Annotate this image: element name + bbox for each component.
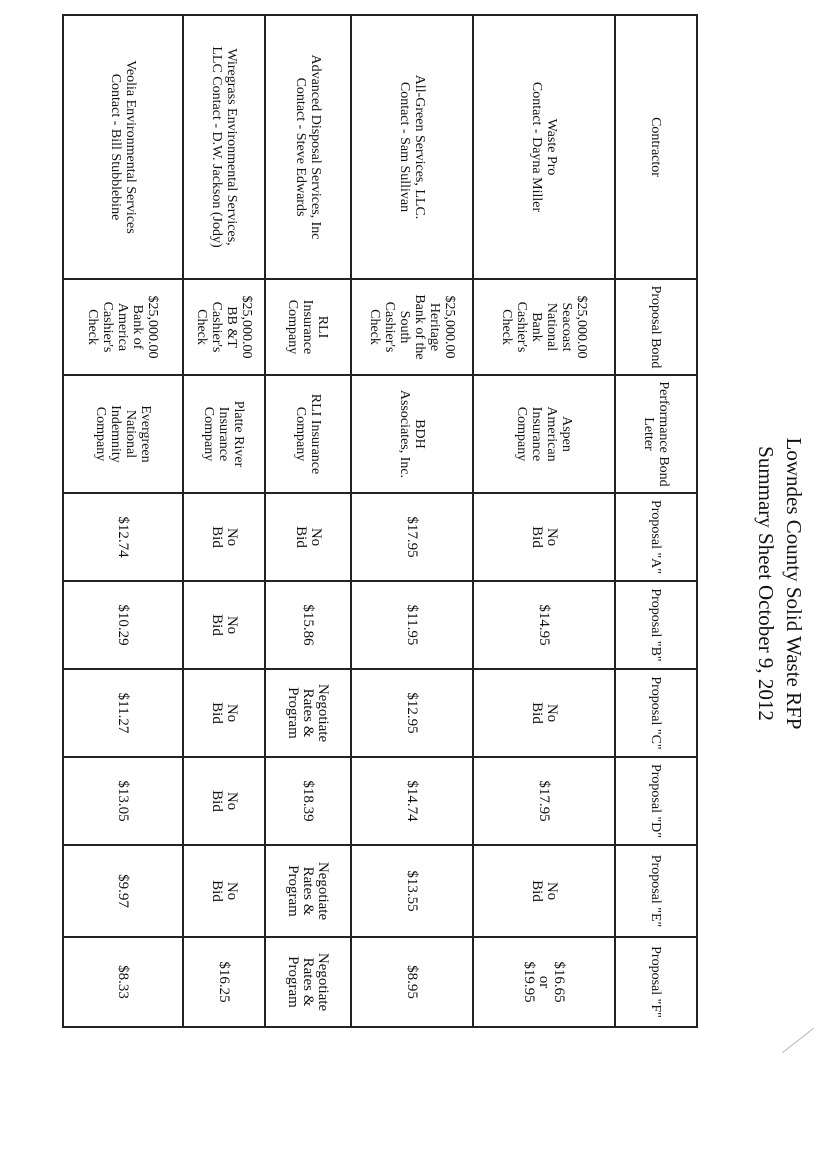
header-row	[615, 15, 697, 1027]
proposal-d-cell: $17.95	[473, 757, 615, 845]
document-title	[752, 0, 808, 1167]
table-row	[265, 15, 351, 1027]
column-header-proposal-b: Proposal "B"	[615, 581, 697, 669]
proposal-d-cell: $18.39	[265, 757, 351, 845]
proposal-c-cell: $11.27	[63, 669, 183, 757]
title-line-1: Lowndes County Solid Waste RFP	[782, 437, 806, 730]
proposal-e-cell: Negotiate Rates & Program	[265, 845, 351, 937]
column-header-performance-bond: Performance Bond Letter	[615, 375, 697, 493]
column-header-proposal-f: Proposal "F"	[615, 937, 697, 1027]
proposal-a-cell: No Bid	[473, 493, 615, 581]
proposal-c-cell: No Bid	[473, 669, 615, 757]
proposal-c-cell: Negotiate Rates & Program	[265, 669, 351, 757]
table-row	[183, 15, 265, 1027]
proposal-c-cell: $12.95	[351, 669, 473, 757]
column-header-proposal-bond: Proposal Bond	[615, 279, 697, 375]
contractor-cell: All-Green Services, LLC. Contact - Sam Sullivan	[351, 15, 473, 279]
proposal-a-cell: No Bid	[183, 493, 265, 581]
proposal-a-cell: $17.95	[351, 493, 473, 581]
proposal-d-cell: $13.05	[63, 757, 183, 845]
proposal-f-cell: $8.95	[351, 937, 473, 1027]
proposal-e-cell: $9.97	[63, 845, 183, 937]
proposal-b-cell: $10.29	[63, 581, 183, 669]
proposal-e-cell: $13.55	[351, 845, 473, 937]
column-header-proposal-c: Proposal "C"	[615, 669, 697, 757]
proposal-d-cell: No Bid	[183, 757, 265, 845]
proposal-b-cell: No Bid	[183, 581, 265, 669]
performance-bond-cell: Platte River Insurance Company	[183, 375, 265, 493]
proposal-bond-cell: $25,000.00 Heritage Bank of the South Cashier's Check	[351, 279, 473, 375]
proposal-f-cell: $16.65 or $19.95	[473, 937, 615, 1027]
proposal-f-cell: Negotiate Rates & Program	[265, 937, 351, 1027]
contractor-cell: Advanced Disposal Services, Inc Contact - Steve Edwards	[265, 15, 351, 279]
proposal-e-cell: No Bid	[183, 845, 265, 937]
table-row	[63, 15, 183, 1027]
proposal-bond-cell: $25,000.00 Seacoast National Bank Cashier's Check	[473, 279, 615, 375]
performance-bond-cell: Aspen American Insurance Company	[473, 375, 615, 493]
proposal-bond-cell: $25,000.00 Bank of America Cashier's Check	[63, 279, 183, 375]
table-row	[473, 15, 615, 1027]
table-row	[351, 15, 473, 1027]
proposal-b-cell: $15.86	[265, 581, 351, 669]
column-header-proposal-d: Proposal "D"	[615, 757, 697, 845]
proposal-bond-cell: $25,000.00 BB &T Cashier's Check	[183, 279, 265, 375]
proposal-a-cell: $12.74	[63, 493, 183, 581]
proposal-e-cell: No Bid	[473, 845, 615, 937]
proposal-c-cell: No Bid	[183, 669, 265, 757]
proposal-bond-cell: RLI Insurance Company	[265, 279, 351, 375]
bid-summary-table	[62, 14, 698, 1028]
column-header-proposal-e: Proposal "E"	[615, 845, 697, 937]
contractor-cell: Veolia Environmental Services Contact - Bill Stubblebine	[63, 15, 183, 279]
proposal-a-cell: No Bid	[265, 493, 351, 581]
proposal-d-cell: $14.74	[351, 757, 473, 845]
title-line-2: Summary Sheet October 9, 2012	[754, 446, 778, 721]
contractor-cell: Wiregrass Environmental Services, LLC Contact - D.W. Jackson (Jody)	[183, 15, 265, 279]
proposal-f-cell: $16.25	[183, 937, 265, 1027]
contractor-cell: Waste Pro Contact - Dayna Miller	[473, 15, 615, 279]
column-header-proposal-a: Proposal "A"	[615, 493, 697, 581]
performance-bond-cell: RLI Insurance Company	[265, 375, 351, 493]
proposal-b-cell: $11.95	[351, 581, 473, 669]
proposal-b-cell: $14.95	[473, 581, 615, 669]
performance-bond-cell: BDH Associates, Inc.	[351, 375, 473, 493]
column-header-contractor: Contractor	[615, 15, 697, 279]
performance-bond-cell: Evergreen National Indemnity Company	[63, 375, 183, 493]
proposal-f-cell: $8.33	[63, 937, 183, 1027]
